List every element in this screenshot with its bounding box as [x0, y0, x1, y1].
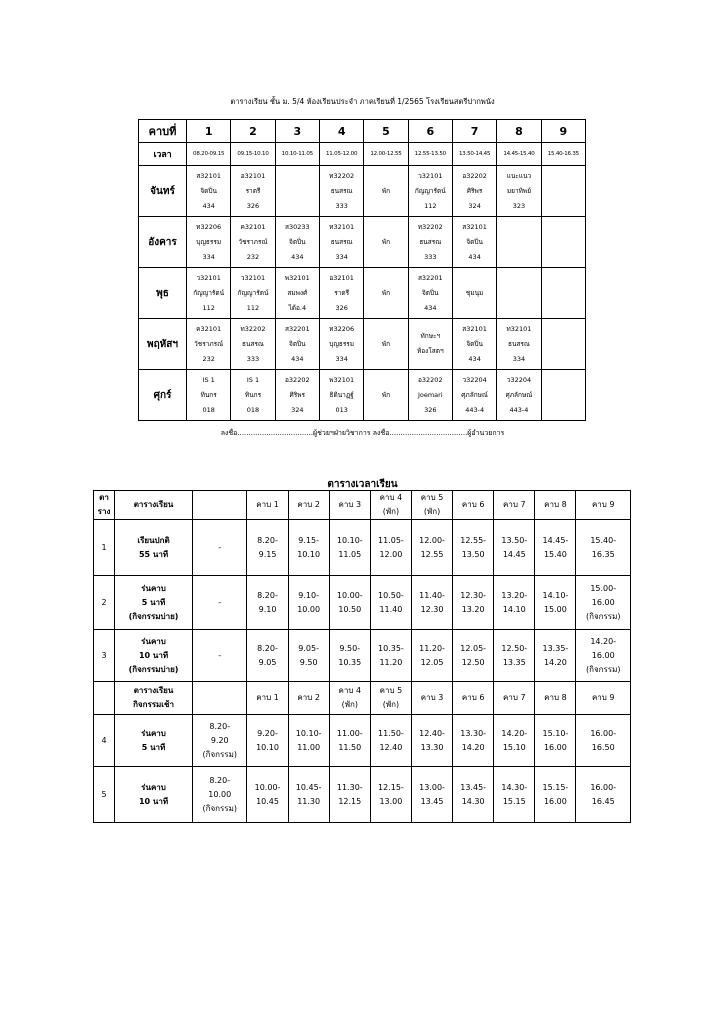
timetable-no-header: [94, 682, 115, 715]
timetable-time: 10.00- 10.45: [247, 767, 288, 823]
timetable-period-header: คาบ 8: [535, 491, 576, 520]
timetable-title: ตารางเวลาเรียน: [327, 479, 398, 490]
class-cell: [541, 370, 585, 421]
timetable-type-header: ตารางเรียน กิจกรรมเช้า: [115, 682, 193, 715]
timetable-time: 10.45- 11.30: [288, 767, 329, 823]
timetable-period-header: คาบ 7: [494, 491, 535, 520]
timetable-period-header: คาบ 1: [247, 682, 288, 715]
timetable-period-header: คาบ 6: [453, 682, 494, 715]
timetable-time: 13.35- 14.20: [535, 630, 576, 682]
timetable-header-row: [94, 491, 631, 520]
period-number: 4: [319, 120, 363, 143]
class-cell: ท32206 บุญธรรม 334: [319, 319, 363, 370]
timetable-time: 9.05- 9.50: [288, 630, 329, 682]
timetable-no: 1: [94, 520, 115, 576]
timetable-type: ร่นคาบ 10 นาที (กิจกรรมบ่าย): [115, 630, 193, 682]
period-number: 3: [275, 120, 319, 143]
timetable-time: 14.20- 16.00 (กิจกรรม): [576, 630, 631, 682]
timetable-time: 9.15- 10.10: [288, 520, 329, 576]
timetable-extra-header: [193, 491, 247, 520]
class-cell: ท32202 ธนสรณ 333: [231, 319, 275, 370]
class-cell: [541, 319, 585, 370]
class-cell: แนะแนว มยาทิพย์ 323: [497, 166, 541, 217]
period-time: 15.40-16.35: [541, 143, 585, 166]
timetable-time: 13.30- 14.20: [453, 715, 494, 767]
timetable-extra: 8.20- 9.20 (กิจกรรม): [193, 715, 247, 767]
timetable-row: [94, 715, 631, 767]
class-cell: ว32204 ศุภลักษณ์ 443-4: [497, 370, 541, 421]
class-cell: [497, 217, 541, 268]
timetable-time: 15.15- 16.00: [535, 767, 576, 823]
day-row: [139, 319, 586, 370]
timetable-time: 16.00- 16.45: [576, 767, 631, 823]
timetable-time: 9.10- 10.00: [288, 576, 329, 630]
timetable-time: 12.00- 12.55: [411, 520, 452, 576]
timetable-time: 12.40- 13.30: [411, 715, 452, 767]
class-cell: อ32202 ศิริพร 324: [275, 370, 319, 421]
class-cell: ส32201 จิตปิ่น 434: [408, 268, 452, 319]
timetable-time: 10.10- 11.05: [329, 520, 370, 576]
timetable-period-header: คาบ 7: [494, 682, 535, 715]
class-cell: ท32202 ธนสรณ 333: [408, 217, 452, 268]
timetable-no: 2: [94, 576, 115, 630]
timetable-no: 3: [94, 630, 115, 682]
timetable-extra: -: [193, 630, 247, 682]
class-cell: ท32206 บุญธรรม 334: [187, 217, 231, 268]
timetable-time: 16.00- 16.50: [576, 715, 631, 767]
timetable-time: 10.50- 11.40: [370, 576, 411, 630]
timetable-time: 11.50- 12.40: [370, 715, 411, 767]
timetable-time: 8.20- 9.15: [247, 520, 288, 576]
class-cell: ชุมนุม: [452, 268, 496, 319]
class-cell: ค32101 วัชราภรณ์ 232: [231, 217, 275, 268]
timetable-header-row-b: [94, 682, 631, 715]
class-cell: พัก: [364, 370, 408, 421]
class-cell: ส30233 จิตปิ่น 434: [275, 217, 319, 268]
timetable-period-header: คาบ 6: [453, 491, 494, 520]
timetable-period-header: คาบ 2: [288, 491, 329, 520]
timetable-time: 15.40- 16.35: [576, 520, 631, 576]
day-name: อังคาร: [139, 217, 187, 268]
timetable-extra-header: [193, 682, 247, 715]
period-time: 11.05-12.00: [319, 143, 363, 166]
class-cell: ทักษะฯ ห้องโสตฯ: [408, 319, 452, 370]
timetable-row: [94, 630, 631, 682]
timetable-time: 10.00- 10.50: [329, 576, 370, 630]
class-cell: IS 1 ทินกร 018: [231, 370, 275, 421]
day-name: พุธ: [139, 268, 187, 319]
day-row: [139, 217, 586, 268]
timetable-period-header: คาบ 3: [329, 491, 370, 520]
timetable-no: 5: [94, 767, 115, 823]
class-cell: ว32204 ศุภลักษณ์ 443-4: [452, 370, 496, 421]
timetable-time: 11.00- 11.50: [329, 715, 370, 767]
timetable-type: ร่นคาบ 5 นาที: [115, 715, 193, 767]
class-cell: ว32101 กัญญารัตน์ 112: [187, 268, 231, 319]
timetable-period-header: คาบ 4 (พัก): [329, 682, 370, 715]
timetable-row: [94, 767, 631, 823]
day-name: จันทร์: [139, 166, 187, 217]
class-cell: อ32101 ราตรี 326: [231, 166, 275, 217]
period-time: 12.00-12.55: [364, 143, 408, 166]
class-cell: พ32101 สมพงศ์ ได้อ.4: [275, 268, 319, 319]
timetable-time: 10.10- 11.00: [288, 715, 329, 767]
timetable-time: 13.50- 14.45: [494, 520, 535, 576]
timetable-period-header: คาบ 9: [576, 491, 631, 520]
timetable-extra: -: [193, 520, 247, 576]
class-cell: [541, 268, 585, 319]
day-name: ศุกร์: [139, 370, 187, 421]
period-time: 12.55-13.50: [408, 143, 452, 166]
timetable-time: 12.05- 12.50: [453, 630, 494, 682]
class-cell: ส32101 จิตปิ่น 434: [187, 166, 231, 217]
timetable-no: 4: [94, 715, 115, 767]
class-cell: ว32101 กัญญารัตน์ 112: [231, 268, 275, 319]
timetable-time: 15.10- 16.00: [535, 715, 576, 767]
period-number: 8: [497, 120, 541, 143]
timetable-time: 12.15- 13.00: [370, 767, 411, 823]
timetable-period-header: คาบ 5 (พัก): [411, 491, 452, 520]
timetable-time: 14.10- 15.00: [535, 576, 576, 630]
class-cell: [275, 166, 319, 217]
timetable-row: [94, 520, 631, 576]
period-time: 09.15-10.10: [231, 143, 275, 166]
timetable-time: 11.40- 12.30: [411, 576, 452, 630]
timetable-time: 8.20- 9.05: [247, 630, 288, 682]
class-cell: พ32101 ธิดินาฏฐ์ 013: [319, 370, 363, 421]
period-time: 13.50-14.45: [452, 143, 496, 166]
class-cell: ท32101 ธนสรณ 334: [497, 319, 541, 370]
time-label: เวลา: [139, 143, 187, 166]
class-cell: อ32101 ราตรี 326: [319, 268, 363, 319]
time-row: [139, 143, 586, 166]
timetable-time: 12.30- 13.20: [453, 576, 494, 630]
period-time: 08.20-09.15: [187, 143, 231, 166]
class-schedule-table: [138, 119, 586, 421]
timetable-time: 12.50- 13.35: [494, 630, 535, 682]
class-cell: ว32101 กัญญารัตน์ 112: [408, 166, 452, 217]
timetable-time: 11.05- 12.00: [370, 520, 411, 576]
class-cell: อ32202 Joemari 326: [408, 370, 452, 421]
timetable-extra: -: [193, 576, 247, 630]
timetable-period-header: คาบ 2: [288, 682, 329, 715]
timetable-time: 8.20- 9.10: [247, 576, 288, 630]
timetable-type-header: ตารางเรียน: [115, 491, 193, 520]
timetable-period-header: คาบ 1: [247, 491, 288, 520]
timetable-time: 13.00- 13.45: [411, 767, 452, 823]
timetable-time: 11.30- 12.15: [329, 767, 370, 823]
timetable-period-header: คาบ 5 (พัก): [370, 682, 411, 715]
day-row: [139, 166, 586, 217]
timetable-row: [94, 576, 631, 630]
period-header-row: [139, 120, 586, 143]
timetable-time: 12.55- 13.50: [453, 520, 494, 576]
class-cell: ส32101 จิตปิ่น 434: [452, 319, 496, 370]
period-number: 9: [541, 120, 585, 143]
class-cell: [497, 268, 541, 319]
timetable-time: 10.35- 11.20: [370, 630, 411, 682]
timetable-period-header: คาบ 3: [411, 682, 452, 715]
timetable-time: 14.30- 15.15: [494, 767, 535, 823]
day-name: พฤหัสฯ: [139, 319, 187, 370]
timetable-type: ร่นคาบ 5 นาที (กิจกรรมบ่าย): [115, 576, 193, 630]
timetable-no-header: ตา ราง: [94, 491, 115, 520]
class-cell: ส32101 จิตปิ่น 434: [452, 217, 496, 268]
timetable-period-header: คาบ 8: [535, 682, 576, 715]
timetable-type: ร่นคาบ 10 นาที: [115, 767, 193, 823]
timetable-time: 9.20- 10.10: [247, 715, 288, 767]
timetable-time: 14.45- 15.40: [535, 520, 576, 576]
period-number: 5: [364, 120, 408, 143]
timetable-time: 9.50- 10.35: [329, 630, 370, 682]
schedule-title: ตารางเรียน ชั้น ม. 5/4 ห้องเรียนประจำ ภาคเรียนที่ 1/2565 โรงเรียนสตรีปากพนัง: [230, 97, 495, 106]
timetable-time: 15.00- 16.00 (กิจกรรม): [576, 576, 631, 630]
period-time: 10.10-11.05: [275, 143, 319, 166]
class-cell: ค32101 วัชราภรณ์ 232: [187, 319, 231, 370]
period-label: คาบที่: [139, 120, 187, 143]
class-cell: พัก: [364, 319, 408, 370]
timetable-type: เรียนปกติ 55 นาที: [115, 520, 193, 576]
period-number: 1: [187, 120, 231, 143]
class-cell: พัก: [364, 166, 408, 217]
class-cell: พัก: [364, 268, 408, 319]
class-cell: อ32202 ศิริพร 324: [452, 166, 496, 217]
day-row: [139, 268, 586, 319]
class-cell: [541, 217, 585, 268]
timetable-period-header: คาบ 4 (พัก): [370, 491, 411, 520]
timetable-period-header: คาบ 9: [576, 682, 631, 715]
period-number: 2: [231, 120, 275, 143]
class-cell: IS 1 ทินกร 018: [187, 370, 231, 421]
timetable-time: 14.20- 15.10: [494, 715, 535, 767]
class-cell: ส32201 จิตปิ่น 434: [275, 319, 319, 370]
timetable-time: 11.20- 12.05: [411, 630, 452, 682]
period-time-table: [93, 490, 631, 823]
timetable-time: 13.20- 14.10: [494, 576, 535, 630]
signature-line: ลงชื่อ..................................ผู้ช่วยฯฝ่ายวิชาการ ลงชื่อ...................................ผู้อำนวยการ: [220, 429, 505, 437]
class-cell: ท32202 ธนสรณ 333: [319, 166, 363, 217]
period-number: 7: [452, 120, 496, 143]
period-time: 14.45-15.40: [497, 143, 541, 166]
day-row: [139, 370, 586, 421]
timetable-time: 13.45- 14.30: [453, 767, 494, 823]
period-number: 6: [408, 120, 452, 143]
class-cell: ท32101 ธนสรณ 334: [319, 217, 363, 268]
class-cell: พัก: [364, 217, 408, 268]
class-cell: [541, 166, 585, 217]
timetable-extra: 8.20- 10.00 (กิจกรรม): [193, 767, 247, 823]
